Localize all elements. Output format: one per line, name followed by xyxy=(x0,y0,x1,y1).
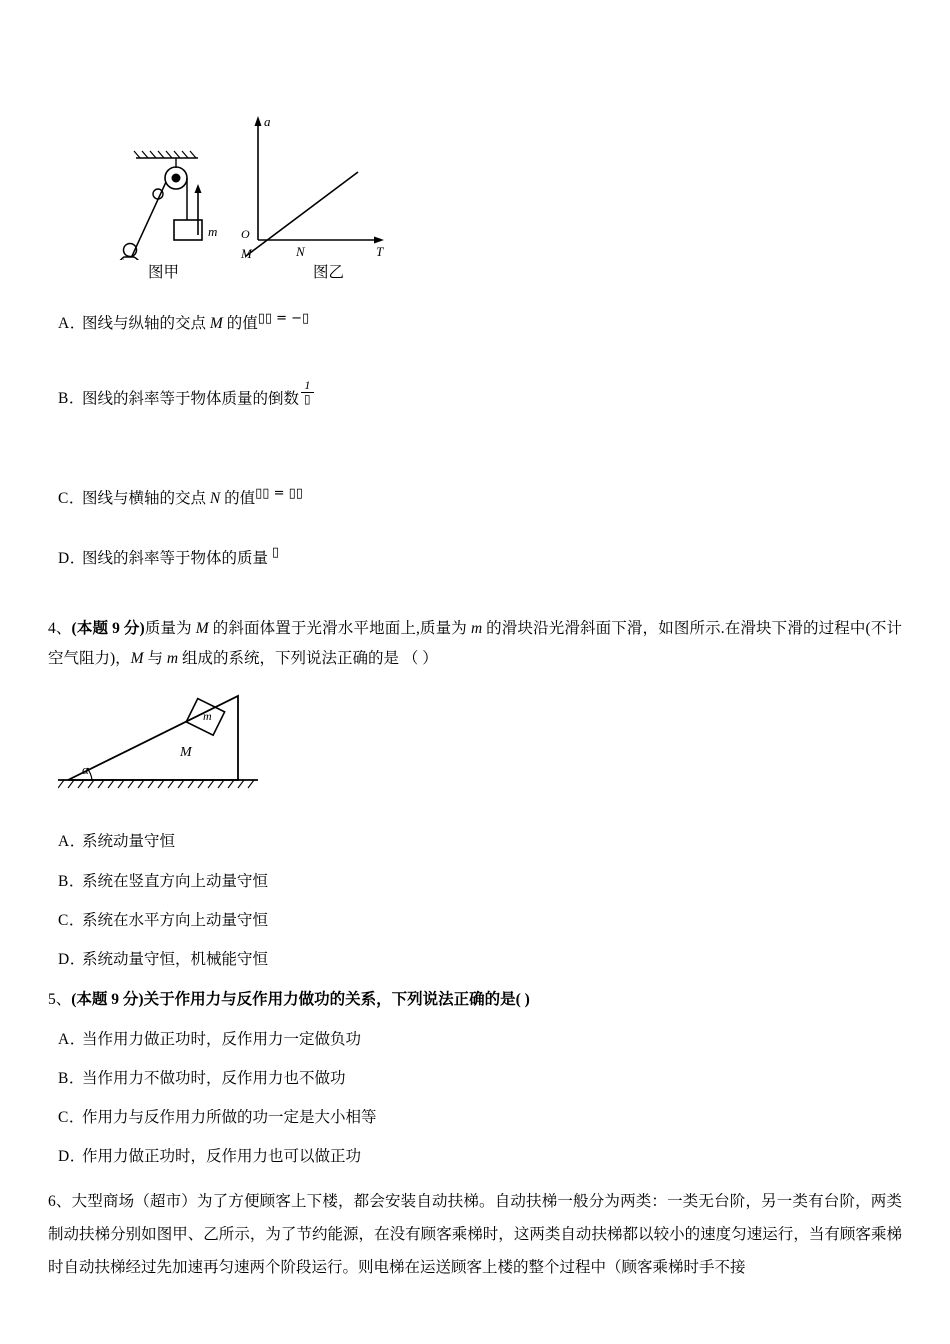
q5-number: 5、 xyxy=(48,991,72,1009)
q3-option-b-frac-den: ▯ xyxy=(304,391,311,406)
q6-number: 6、 xyxy=(48,1192,72,1210)
q6-text: 大型商场（超市）为了方便顾客上下楼，都会安装自动扶梯。自动扶梯一般分为两类：一类无台阶，另一类有台阶，两类制动扶梯分别如图甲、乙所示，为了节约能源，在没有顾客乘梯时，这两类自动扶梯都以较小的速度匀速运行，当有顾客乘梯时自动扶梯经过先加速再匀速两个阶段运行。则电梯在运送顾客上楼的整个过程中（顾客乘梯时手不接 xyxy=(48,1192,902,1277)
q5-option-c-text: 作用力与反作用力所做的功一定是大小相等 xyxy=(82,1109,377,1127)
q4-option-c-letter: C． xyxy=(58,911,85,929)
q5-option-d-letter: D． xyxy=(58,1148,86,1166)
q3-option-c-var: N xyxy=(209,490,221,508)
q4-body1: 质量为 xyxy=(144,619,196,637)
q5-option-b-text: 当作用力不做功时，反作用力也不做功 xyxy=(82,1069,346,1087)
q4-body5: 组成的系统，下列说法正确的是 （ ） xyxy=(178,650,438,668)
figure-captions xyxy=(58,260,902,290)
q5-option-a xyxy=(48,1028,902,1051)
q3-option-b xyxy=(48,378,902,413)
q3-option-b-frac-num: 1 xyxy=(301,379,314,393)
q4-var-m2: m xyxy=(166,650,179,668)
q3-option-b-letter: B． xyxy=(58,390,85,408)
q3-option-a-formula: ▯▯ = −▯ xyxy=(257,310,310,326)
q3-option-b-body: 图线的斜率等于物体质量的倒数 xyxy=(82,390,300,408)
q4-option-a xyxy=(48,830,902,853)
question-6-stem xyxy=(48,1185,902,1285)
figure-jia-and-yi-svg xyxy=(58,60,478,260)
svg-text:T: T xyxy=(376,244,384,259)
q5-option-d xyxy=(48,1145,902,1168)
q3-option-d xyxy=(48,547,902,570)
caption-jia: 图甲 xyxy=(148,264,180,281)
q4-option-b xyxy=(48,870,902,893)
q3-option-b-text xyxy=(82,378,902,413)
svg-text:m: m xyxy=(203,709,212,724)
svg-text:O: O xyxy=(241,227,250,241)
q4-option-b-letter: B． xyxy=(58,872,85,890)
q3-option-c-body: 图线与横轴的交点 xyxy=(82,490,210,508)
question-4-stem xyxy=(48,614,902,674)
svg-text:a: a xyxy=(264,114,271,129)
q5-option-a-text: 当作用力做正功时，反作用力一定做负功 xyxy=(82,1030,362,1048)
q3-option-c xyxy=(48,487,902,510)
q3-option-a-tail: 的值 xyxy=(222,315,258,332)
q3-option-a-letter: A． xyxy=(58,315,86,332)
q5-option-d-text: 作用力做正功时，反作用力也可以做正功 xyxy=(82,1148,362,1166)
q3-option-c-formula: ▯▯ = ▯▯ xyxy=(255,486,303,502)
q4-number: 4、 xyxy=(48,619,72,637)
svg-text:M: M xyxy=(180,745,192,761)
q4-option-c-text: 系统在水平方向上动量守恒 xyxy=(82,911,269,929)
q4-var-M2: M xyxy=(130,650,144,668)
q3-option-a-text xyxy=(82,312,902,335)
q4-body3: 的滑块沿光滑斜面下滑，如图所示.在滑块下滑的过程中(不计空气阻力)， xyxy=(48,619,902,668)
q3-option-d-formula: ▯ xyxy=(271,545,280,561)
svg-text:m: m xyxy=(208,224,218,239)
q3-option-c-text xyxy=(82,487,902,510)
q4-body4: 与 xyxy=(143,650,167,668)
q3-option-d-text xyxy=(82,547,902,570)
figure-incline xyxy=(58,688,902,808)
q3-option-a xyxy=(48,312,902,335)
q3-option-d-body: 图线的斜率等于物体的质量 xyxy=(82,549,272,567)
q3-option-b-fraction xyxy=(301,379,314,405)
q4-body2: 的斜面体置于光滑水平地面上,质量为 xyxy=(208,619,471,637)
q4-option-d-letter: D． xyxy=(58,951,86,969)
q3-option-c-tail: 的值 xyxy=(220,490,256,508)
q5-option-c xyxy=(48,1106,902,1129)
q4-option-d xyxy=(48,948,902,971)
svg-text:N: N xyxy=(296,244,305,259)
q3-option-d-letter: D． xyxy=(58,549,86,567)
q4-option-d-text: 系统动量守恒，机械能守恒 xyxy=(82,951,269,969)
q4-prefix: (本题 9 分) xyxy=(71,619,145,637)
caption-yi: 图乙 xyxy=(313,264,345,281)
q4-option-a-text: 系统动量守恒 xyxy=(82,833,176,851)
svg-text:α: α xyxy=(82,762,89,778)
q5-option-a-letter: A． xyxy=(58,1030,86,1048)
q3-option-a-var: M xyxy=(209,315,223,332)
q3-option-a-body: 图线与纵轴的交点 xyxy=(82,315,210,332)
q5-stem-text: (本题 9 分)关于作用力与反作用力做功的关系，下列说法正确的是( ) xyxy=(71,991,530,1009)
svg-text:M: M xyxy=(241,246,252,260)
q5-option-b-letter: B． xyxy=(58,1069,85,1087)
q4-option-c xyxy=(48,909,902,932)
q4-var-m: m xyxy=(470,619,483,637)
incline-svg xyxy=(58,688,278,808)
q4-var-M: M xyxy=(195,619,209,637)
q4-option-b-text: 系统在竖直方向上动量守恒 xyxy=(82,872,269,890)
q3-option-c-letter: C． xyxy=(58,490,85,508)
q5-option-b xyxy=(48,1067,902,1090)
q5-option-c-letter: C． xyxy=(58,1109,85,1127)
figure-row xyxy=(58,60,902,260)
question-5-stem xyxy=(48,985,902,1015)
q4-option-a-letter: A． xyxy=(58,833,86,851)
